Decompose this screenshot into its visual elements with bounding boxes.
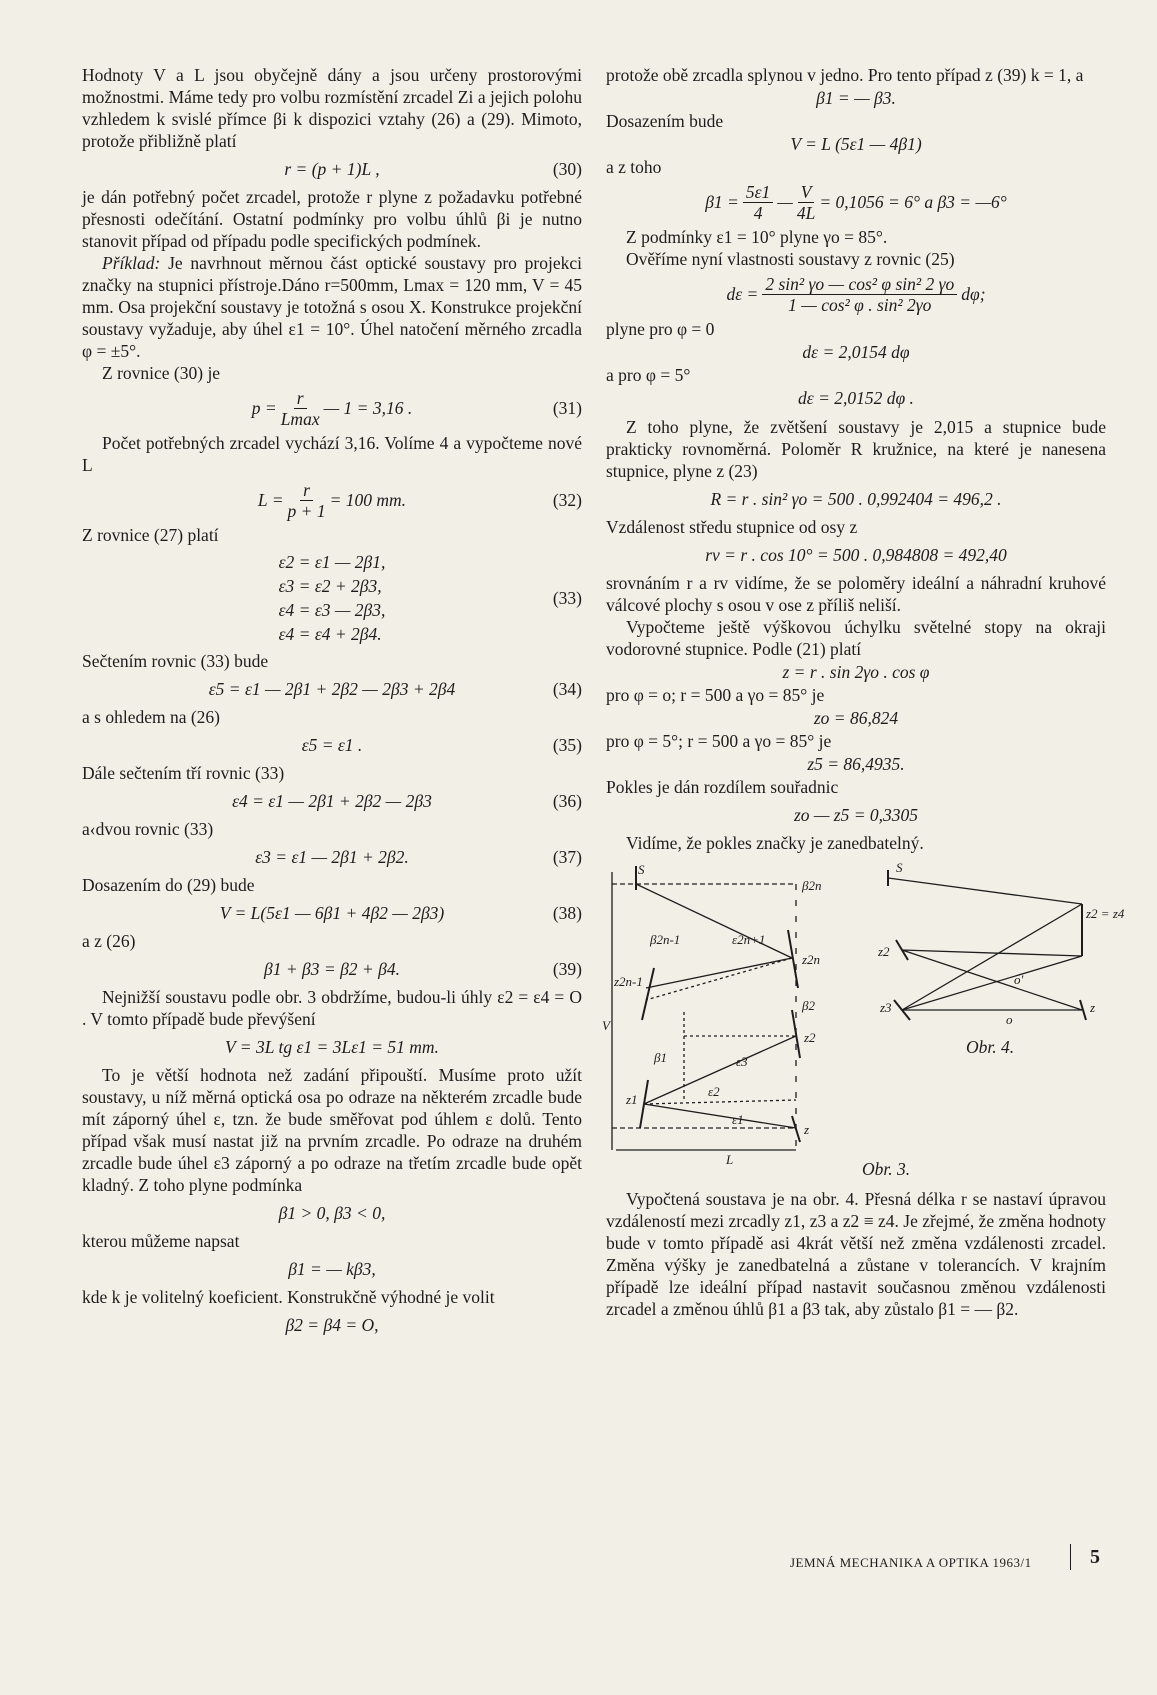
- label: β2: [802, 998, 815, 1013]
- equation-39: β1 + β3 = β2 + β4. (39): [264, 959, 582, 979]
- label: o': [1014, 972, 1024, 987]
- equation-31: p = $\frac{r}{Lmax}$ — 1 = 3,16 . (31): [251, 387, 582, 429]
- paragraph: Dosazením do (29) bude: [82, 875, 255, 895]
- paragraph: Z rovnice (30) je: [102, 363, 221, 383]
- paragraph: Nejnižší soustavu podle obr. 3 obdržíme, budou-li úhly ε2 = ε4 = O . V tomto případě bude převýšení: [82, 987, 582, 1029]
- label: ε2: [708, 1084, 720, 1099]
- paragraph: Dále sečtením tří rovnic (33): [82, 763, 285, 783]
- label: z3: [880, 1000, 892, 1015]
- example-paragraph: Příklad: Je navrhnout měrnou část optické soustavy pro projekci značky na stupnici přístroje.Dáno r=500mm, Lmax = 120 mm, V = 45 mm. Osa projekční soustavy je totožná s osou X. Konstrukce projekční soustavy vyžaduje, aby úhel ε1 = 10°. Úhel natočení měrného zrcadla φ = ±5°.: [82, 253, 583, 361]
- journal-title: JEMNÁ MECHANIKA A OPTIKA 1963/1: [790, 1555, 1032, 1570]
- label: ε2n+1: [732, 932, 766, 947]
- paragraph: Dosazením bude: [606, 111, 724, 131]
- footer-divider: [1070, 1544, 1071, 1570]
- equation-30: r = (p + 1)L , (30): [284, 159, 582, 179]
- fig3-ray: [644, 1100, 796, 1104]
- fig3-ray: [646, 958, 792, 1000]
- label: β2n-1: [650, 932, 681, 947]
- paragraph: a s ohledem na (26): [82, 707, 221, 727]
- equation-k: β1 = — kβ3,: [288, 1259, 376, 1279]
- fig3-mirror-z2n-1: [642, 968, 654, 1020]
- label: z: [804, 1122, 810, 1137]
- paragraph: a pro φ = 5°: [606, 365, 691, 385]
- equation: dε = $\frac{\text{2 sin² γo — cos² φ sin² 2 γo}}{\text{1 — cos² φ . sin² 2γo}}$ dφ;: [726, 273, 986, 315]
- paragraph: Vidíme, že pokles značky je zanedbatelný.: [626, 833, 924, 853]
- equation: V = L (5ε1 — 4β1): [790, 134, 922, 154]
- label: β2n: [802, 878, 822, 893]
- paragraph: Sečtením rovnic (33) bude: [82, 651, 269, 671]
- paragraph: Z toho plyne, že zvětšení soustavy je 2,015 a stupnice bude prakticky rovnoměrná. Poloměr R kružnice, na které je nanesena stupnice, plyne z (23): [606, 417, 1106, 481]
- paragraph: Z podmínky ε1 = 10° plyne γo = 85°.: [626, 227, 888, 247]
- paragraph: kde k je volitelný koeficient. Konstrukčně výhodné je volit: [82, 1287, 495, 1307]
- figure-4: [888, 870, 1086, 1020]
- equation-38: V = L(5ε1 — 6β1 + 4β2 — 2β3) (38): [219, 903, 582, 923]
- fig4-ray: [902, 950, 1082, 956]
- paragraph: Ověříme nyní vlastnosti soustavy z rovnic (25): [626, 249, 955, 269]
- equation: rv = r . cos 10° = 500 . 0,984808 = 492,40: [705, 545, 1007, 565]
- equation: zo — z5 = 0,3305: [793, 805, 919, 825]
- figure-4-labels: [877, 860, 1125, 1027]
- fig4-ray: [902, 956, 1082, 1010]
- equation-condition: β1 > 0, β3 < 0,: [278, 1203, 386, 1223]
- equation-33: ε2 = ε1 — 2β1, ε3 = ε2 + 2β3, ε4 = ε3 — 2β3, ε4 = ε4 + 2β4. (33): [278, 552, 582, 644]
- paragraph: kterou můžeme napsat: [82, 1231, 240, 1251]
- label: z2 = z4: [1086, 906, 1125, 921]
- label: S: [638, 862, 645, 877]
- left-column: [82, 64, 582, 1342]
- equation-v: V = 3L tg ε1 = 3Lε1 = 51 mm.: [225, 1037, 439, 1057]
- equation: zo = 86,824: [813, 708, 899, 728]
- fig3-mirror-z: [792, 1116, 800, 1142]
- equation: z5 = 86,4935.: [807, 754, 905, 774]
- figure-3-labels: [602, 862, 821, 1167]
- label: ε1: [732, 1112, 744, 1127]
- paragraph: Vypočtená soustava je na obr. 4. Přesná délka r se nastaví úpravou vzdáleností mezi zrcadly z1, z3 a z2 ≡ z4. Je zřejmé, že změna hodnoty bude v tomto případě asi 4krát větší než změna vzdálenosti zrcadel. Změna výšky je zanedbatelná a zůstane v tolerancích. V krajním případě lze ideální případ nastavit současnou změnou vzdálenosti zrcadel a změnou úhlů β1 a β3 tak, aby zůstalo β1 = — β2.: [606, 1189, 1106, 1319]
- label: z2n: [802, 952, 821, 967]
- label: z2n-1: [614, 974, 643, 989]
- label: z1: [626, 1092, 638, 1107]
- equation-34: ε5 = ε1 — 2β1 + 2β2 — 2β3 + 2β4 (34): [208, 679, 582, 699]
- equation: β1 = — β3.: [816, 88, 896, 108]
- fig4-ray: [902, 904, 1082, 1010]
- paragraph: pro φ = 5°; r = 500 a γo = 85° je: [606, 731, 832, 751]
- paragraph: a z (26): [82, 931, 136, 951]
- equation-36: ε4 = ε1 — 2β1 + 2β2 — 2β3 (36): [232, 791, 582, 811]
- equation-32: L = $\frac{r}{p + 1}$ = 100 mm. (32): [257, 479, 582, 521]
- equation-37: ε3 = ε1 — 2β1 + 2β2. (37): [255, 847, 582, 867]
- fig3-ray: [646, 958, 792, 988]
- label: S: [896, 860, 903, 875]
- paragraph: Pokles je dán rozdílem souřadnic: [606, 777, 839, 797]
- right-column: [602, 64, 1125, 1320]
- paragraph: protože obě zrcadla splynou v jedno. Pro tento případ z (39) k = 1, a: [606, 65, 1084, 85]
- equation: R = r . sin² γo = 500 . 0,992404 = 496,2 .: [710, 489, 1002, 509]
- paragraph: je dán potřebný počet zrcadel, protože r plyne z požadavku potřebné přesnosti odečítání. Ostatní podmínky pro volbu úhlů βi je nutno stanovit případ od případu podle specifických podmínek.: [82, 187, 582, 251]
- fig3-caption: Obr. 3.: [862, 1159, 911, 1179]
- paragraph: Vzdálenost středu stupnice od osy z: [606, 517, 858, 537]
- paragraph: Vypočteme ještě výškovou úchylku světelné stopy na okraji vodorovné stupnice. Podle (21) platí: [606, 617, 1106, 659]
- figure-3-4-svg: [602, 860, 1125, 1180]
- equation: β1 = $\frac{5\varepsilon 1}{4}$ — $\frac{V}{4L}$ = 0,1056 = 6° a β3 = —6°: [705, 181, 1007, 223]
- paragraph: Z rovnice (27) platí: [82, 525, 219, 545]
- paragraph: Hodnoty V a L jsou obyčejně dány a jsou určeny prostorovými možnostmi. Máme tedy pro volbu rozmístění zrcadel Zi a jejich polohu vzhledem k svislé přímce βi k dispozici vztahy (26) a (29). Mimoto, protože přibližně platí: [82, 65, 582, 151]
- equation-35: ε5 = ε1 . (35): [301, 735, 582, 755]
- label: ε3: [736, 1054, 748, 1069]
- equation: z = r . sin 2γo . cos φ: [782, 662, 930, 682]
- label: z2: [878, 944, 890, 959]
- equation: dε = 2,0152 dφ .: [798, 388, 914, 408]
- paragraph: srovnáním r a rv vidíme, že se poloměry ideální a náhradní kruhové válcové plochy s osou v ose z příliš neliší.: [606, 573, 1106, 615]
- paragraph: Počet potřebných zrcadel vychází 3,16. Volíme 4 a vypočteme nové L: [82, 433, 582, 475]
- figures: [602, 860, 1125, 1180]
- fig3-ray: [644, 1036, 796, 1104]
- paragraph: pro φ = o; r = 500 a γo = 85° je: [606, 685, 825, 705]
- page-footer: [790, 1546, 1110, 1574]
- label: z: [1090, 1000, 1096, 1015]
- fig4-ray: [888, 878, 1082, 904]
- label: V: [602, 1018, 610, 1033]
- paragraph: a z toho: [606, 157, 662, 177]
- label: z2: [804, 1030, 816, 1045]
- page-number: 5: [1090, 1546, 1101, 1568]
- paragraph: To je větší hodnota než zadání připouští. Musíme proto užít soustavy, u níž měrná optická osa po odraze na některém zrcadle bude mít záporný úhel ε, tzn. že bude směřovat pod úhlem ε dolů. Tento případ však musí nastat již na prvním zrcadle. Po odraze na druhém zrcadle bude úhel ε3 záporný a po odraze na třetím zrcadle bude opět kladný. Z toho plyne podmínka: [82, 1065, 582, 1195]
- fig4-ray: [902, 950, 1082, 1010]
- equation-beta: β2 = β4 = O,: [285, 1315, 379, 1335]
- label: β1: [654, 1050, 667, 1065]
- equation: dε = 2,0154 dφ: [802, 342, 910, 362]
- label: o: [1006, 1012, 1013, 1027]
- label: L: [726, 1152, 734, 1167]
- fig4-caption: Obr. 4.: [966, 1037, 1015, 1057]
- paragraph: plyne pro φ = 0: [606, 319, 715, 339]
- paragraph: a‹dvou rovnic (33): [82, 819, 214, 839]
- fig3-ray: [644, 1104, 796, 1128]
- figure-3: [612, 866, 800, 1150]
